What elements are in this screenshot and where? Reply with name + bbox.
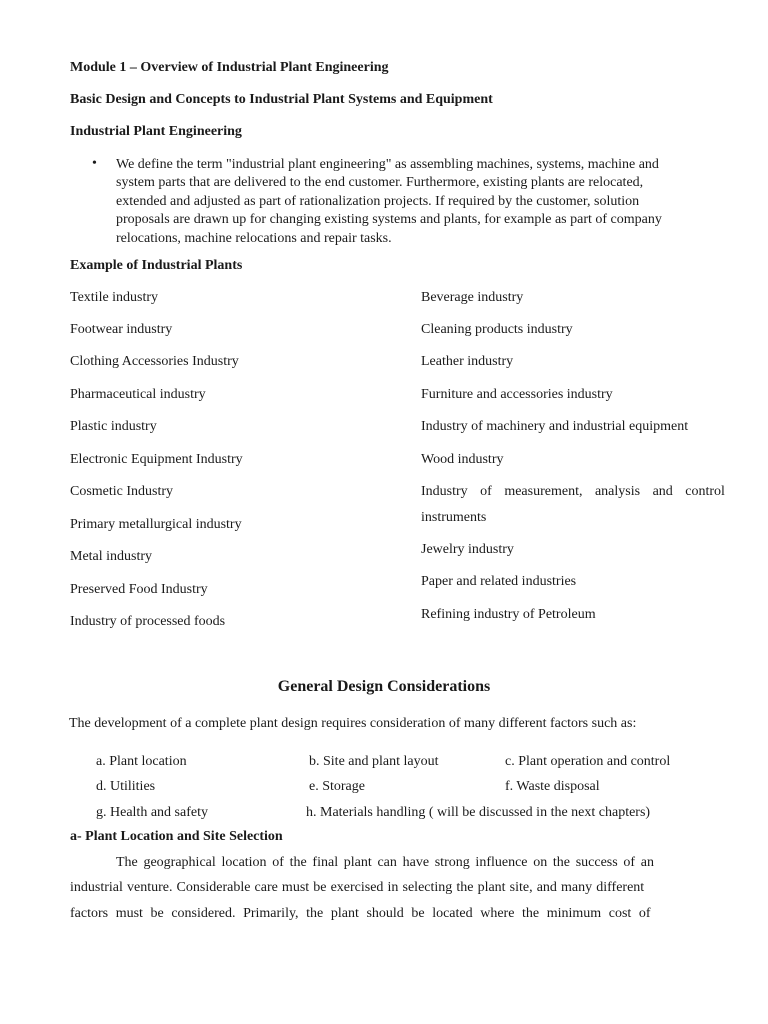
industry-item: Primary metallurgical industry <box>70 517 242 532</box>
factor-item: c. Plant operation and control <box>505 754 671 769</box>
factor-item: f. Waste disposal <box>505 779 600 794</box>
bullet-line: extended and adjusted as part of rationalization projects. If required by the customer, solution <box>116 193 640 209</box>
industry-item: Pharmaceutical industry <box>70 387 206 402</box>
factor-item: b. Site and plant layout <box>309 754 439 769</box>
industry-item: Beverage industry <box>421 290 524 305</box>
industry-item: Industry of measurement, analysis and control <box>421 484 725 499</box>
bullet-line: relocations, machine relocations and repair tasks. <box>116 230 392 246</box>
industry-item: Wood industry <box>421 452 504 467</box>
examples-heading: Example of Industrial Plants <box>70 258 243 273</box>
bullet-line: proposals are drawn up for changing existing systems and plants, for example as part of company <box>116 212 662 228</box>
industry-item: Leather industry <box>421 354 514 369</box>
paragraph-line: The geographical location of the final plant can have strong influence on the success of an <box>116 855 654 870</box>
module-title: Module 1 – Overview of Industrial Plant Engineering <box>70 60 389 75</box>
industry-item: instruments <box>421 510 487 525</box>
industry-item: Industry of processed foods <box>70 614 226 629</box>
section-heading: Industrial Plant Engineering <box>70 124 242 139</box>
industry-item: Clothing Accessories Industry <box>70 354 239 369</box>
document-subtitle: Basic Design and Concepts to Industrial Plant Systems and Equipment <box>70 92 493 107</box>
industry-item: Preserved Food Industry <box>70 582 208 597</box>
factor-item: a. Plant location <box>96 754 187 769</box>
industry-item: Jewelry industry <box>421 542 514 557</box>
industry-item: Industry of machinery and industrial equipment <box>421 419 689 434</box>
general-design-title: General Design Considerations <box>277 678 491 695</box>
location-heading: a- Plant Location and Site Selection <box>70 829 283 844</box>
industry-item: Footwear industry <box>70 322 173 337</box>
general-intro: The development of a complete plant design requires consideration of many different factors such as: <box>69 716 637 731</box>
bullet-line: system parts that are delivered to the end customer. Furthermore, existing plants are relocated, <box>116 175 644 191</box>
industry-item: Metal industry <box>70 549 153 564</box>
industry-item-justified <box>421 484 726 500</box>
industry-item: Cosmetic Industry <box>70 484 174 499</box>
factor-item: d. Utilities <box>96 779 156 794</box>
industry-item: Textile industry <box>70 290 159 305</box>
industry-item: Paper and related industries <box>421 574 577 589</box>
factor-item: h. Materials handling ( will be discussed in the next chapters) <box>306 805 651 820</box>
factor-item: g. Health and safety <box>96 805 208 820</box>
industry-item: Plastic industry <box>70 419 157 434</box>
paragraph-line: industrial venture. Considerable care must be exercised in selecting the plant site, and many different <box>70 880 645 895</box>
bullet-paragraph <box>116 156 722 248</box>
industry-item: Cleaning products industry <box>421 322 573 337</box>
industry-item: Electronic Equipment Industry <box>70 452 243 467</box>
factor-item: e. Storage <box>309 779 365 794</box>
paragraph-line: factors must be considered. Primarily, the plant should be located where the minimum cost of <box>70 906 651 921</box>
industry-item: Furniture and accessories industry <box>421 387 613 402</box>
bullet-marker: • <box>92 156 97 171</box>
industry-item: Refining industry of Petroleum <box>421 607 596 622</box>
bullet-line: We define the term "industrial plant engineering" as assembling machines, systems, machine and <box>116 157 659 172</box>
